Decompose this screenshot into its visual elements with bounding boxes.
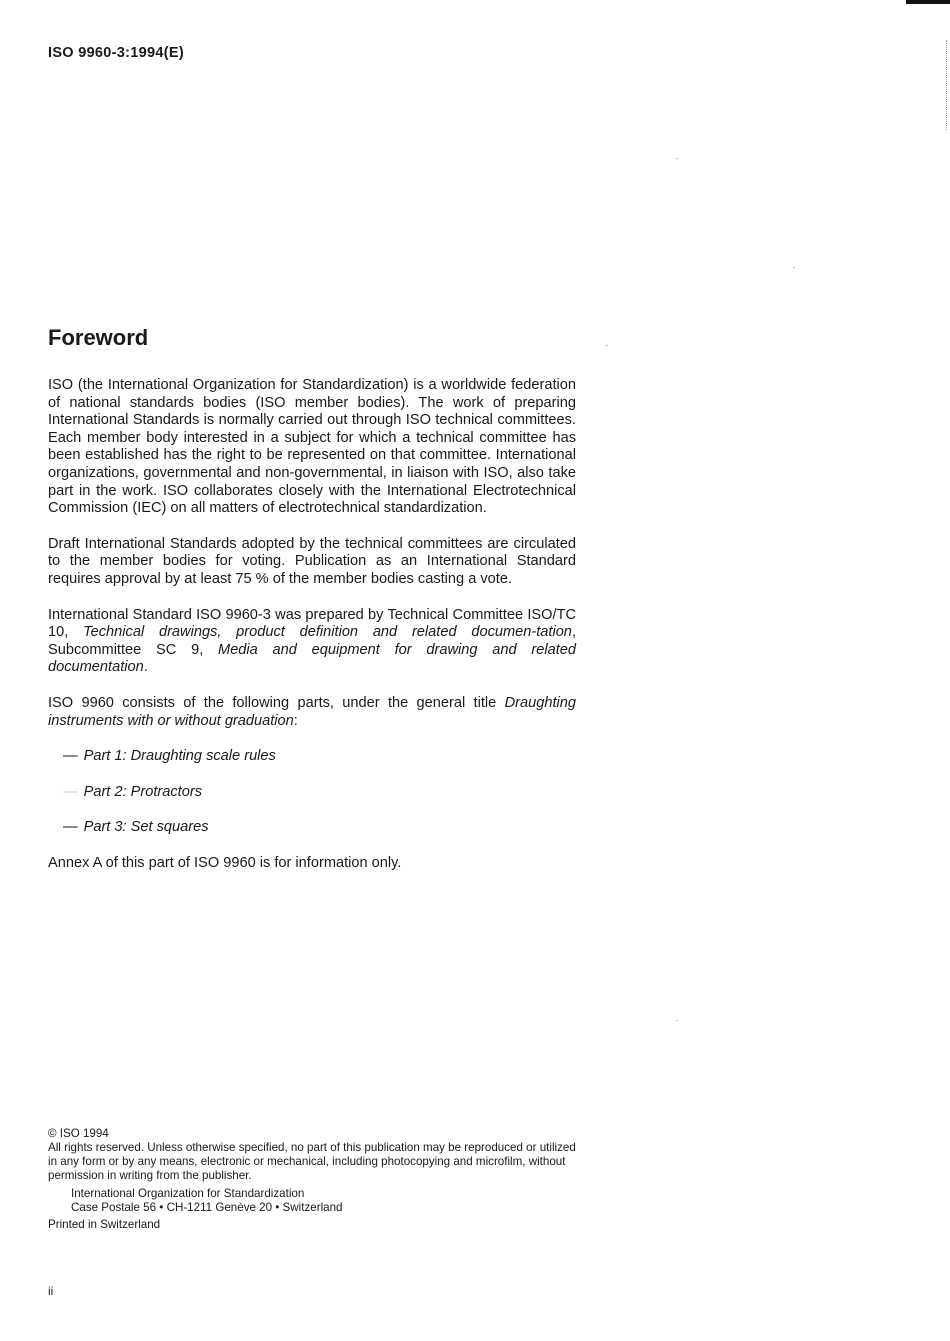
- list-item: [48, 784, 576, 802]
- list-item: [48, 748, 576, 766]
- scan-edge-marks: [945, 40, 947, 130]
- list-dash: —: [63, 748, 78, 765]
- rights-notice: All rights reserved. Unless otherwise specified, no part of this publication may be reproduced or utilized in any form or by any means, electronic or mechanical, including photocopying and microfilm, without permission in writing from the publisher.: [48, 1141, 576, 1182]
- list-dash: —: [63, 819, 78, 836]
- list-item: [48, 819, 576, 837]
- part-2-label: Part 2: Protractors: [83, 783, 203, 800]
- parts-list: [48, 748, 576, 837]
- part-1-label: Part 1: Draughting scale rules: [83, 748, 276, 765]
- parts-intro-end: :: [293, 712, 298, 729]
- prepared-text-3: .: [143, 659, 148, 676]
- prepared-text-1: International Standard ISO 9960-3 was prepared by Technical Committee ISO/TC 10,: [48, 606, 576, 641]
- prepared-subcommittee-title: Media and equipment for drawing and related documentation: [48, 641, 576, 676]
- parts-intro-text: ISO 9960 consists of the following parts, under the general title: [48, 694, 505, 711]
- paragraph-parts-intro: [48, 695, 576, 730]
- prepared-text-2: , Subcommittee SC 9,: [48, 624, 576, 658]
- list-dash: —: [63, 783, 78, 800]
- part-3-label: Part 3: Set squares: [83, 819, 209, 836]
- page-number: ii: [48, 1284, 54, 1298]
- parts-general-title: Draughting instruments with or without graduation: [48, 694, 576, 729]
- organization-address: Case Postale 56 • CH-1211 Genève 20 • Switzerland: [71, 1201, 343, 1214]
- foreword-body: [48, 377, 576, 890]
- copyright-block: [48, 1127, 588, 1232]
- paragraph-draft-standards: Draft International Standards adopted by the technical committees are circulated to the member bodies for voting. Publication as an International Standard requires approval by at least 75 % of the member bodies casting a vote.: [48, 535, 576, 587]
- foreword-title: Foreword: [48, 325, 149, 350]
- document-id-header: ISO 9960-3:1994(E): [48, 45, 184, 61]
- scan-speck: [793, 267, 795, 268]
- scan-speck: [676, 158, 678, 159]
- organization-name: International Organization for Standardization: [71, 1187, 305, 1200]
- paragraph-prepared-by: [48, 607, 576, 677]
- paragraph-iso-intro: ISO (the International Organization for Standardization) is a worldwide federation of national standards bodies (ISO member bodies). The work of preparing International Standards is normally carried out through ISO technical committees. Each member body interested in a subject for which a technical committee has been established has the right to be represented on that committee. International organizations, governmental and non-governmental, in liaison with ISO, also take part in the work. ISO collaborates closely with the International Electrotechnical Commission (IEC) on all matters of electrotechnical standardization.: [48, 377, 576, 517]
- paragraph-annex-note: Annex A of this part of ISO 9960 is for information only.: [48, 854, 402, 871]
- printed-in: Printed in Switzerland: [48, 1218, 161, 1231]
- scan-speck: [606, 345, 608, 346]
- scan-corner-mark: [906, 0, 950, 4]
- copyright-line: © ISO 1994: [48, 1127, 109, 1140]
- prepared-committee-title: Technical drawings, product definition and related documen-tation: [83, 624, 572, 641]
- scan-speck: [676, 1020, 678, 1021]
